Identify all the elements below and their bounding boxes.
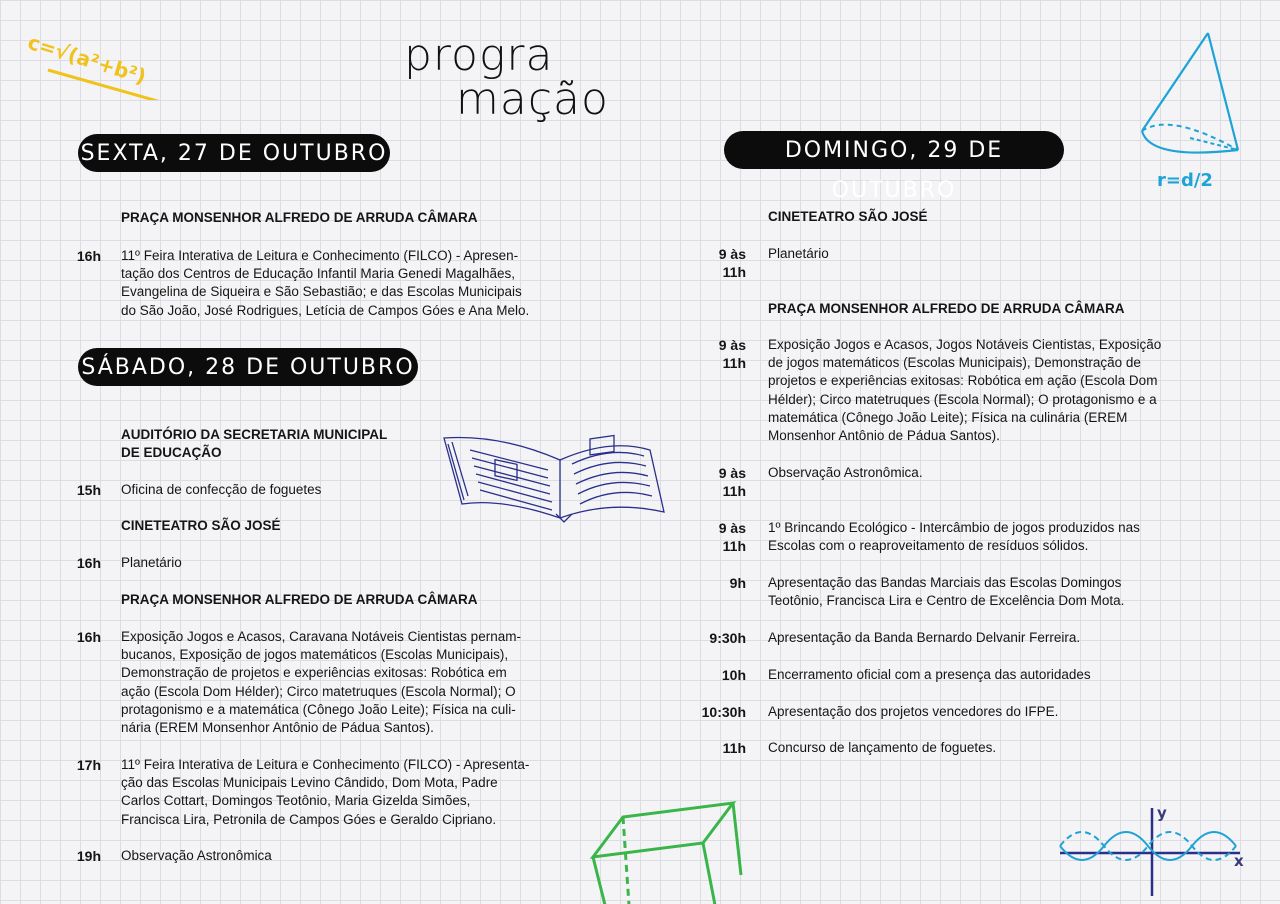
desc-line: matemática (Cônego João Leite); Física na culinária (EREM [768, 409, 1128, 425]
event-time: 19h [76, 848, 101, 864]
desc-line: Carlos Cottart, Domingos Teotônio, Maria Gizelda Simões, [121, 793, 471, 809]
event-description: Apresentação da Banda Bernardo Delvanir Ferreira. [768, 630, 1081, 645]
desc-line: Francisca Lira, Petronila de Campos Góes e Geraldo Cipriano. [121, 811, 497, 827]
desc-line: 11º Feira Interativa de Leitura e Conhecimento (FILCO) - Apresen- [121, 248, 519, 263]
event-time: 9:30h [709, 630, 746, 646]
venue-heading [121, 426, 387, 462]
desc-line: 1º Brincando Ecológico - Intercâmbio de jogos produzidos nas [768, 520, 1140, 535]
formula-text: c=√(a²+b²) [24, 30, 149, 89]
venue-heading: PRAÇA MONSENHOR ALFREDO DE ARRUDA CÂMARA [121, 592, 478, 607]
desc-line: Exposição Jogos e Acasos, Caravana Notáveis Cientistas pernam- [121, 629, 521, 644]
axis-y-label: y [1157, 804, 1167, 822]
event-description: Concurso de lançamento de foguetes. [768, 740, 997, 755]
event-description [768, 574, 1202, 610]
desc-line: projetos e experiências exitosas: Robótica em ação (Escola Dom [768, 373, 1158, 389]
event-time: 10h [721, 667, 746, 683]
title-line-1: progra [404, 30, 554, 81]
venue-line: AUDITÓRIO DA SECRETARIA MUNICIPAL [121, 427, 388, 442]
event-time: 16h [76, 248, 101, 264]
event-description: Encerramento oficial com a presença das autoridades [768, 667, 1091, 682]
event-description [768, 336, 1202, 445]
cone-label: r=d/2 [1157, 170, 1213, 191]
event-time: 9h [729, 575, 746, 591]
event-description: Planetário [121, 555, 182, 570]
event-description: Planetário [768, 246, 829, 261]
cube-icon [585, 795, 745, 904]
event-description [121, 628, 554, 737]
day-header-saturday: SÁBADO, 28 DE OUTUBRO [78, 348, 418, 386]
venue-line: DE EDUCAÇÃO [121, 445, 222, 460]
event-time: 10:30h [701, 704, 746, 720]
formula-underline [28, 30, 178, 100]
desc-line: Hélder); Circo matetruques (Escola Normal); O protagonismo e a [768, 391, 1157, 407]
desc-line: Exposição Jogos e Acasos, Jogos Notáveis Cientistas, Exposição [768, 337, 1162, 352]
event-time: 17h [76, 757, 101, 773]
desc-line: Demonstração de projetos e experiências exitosas: Robótica em [121, 665, 507, 681]
event-time: 16h [76, 555, 101, 571]
event-time [690, 519, 746, 555]
book-icon [440, 430, 670, 525]
wave-graph-icon [1056, 802, 1246, 900]
desc-line: bucanos, Exposição de jogos matemáticos (Escolas Municipais), [121, 647, 509, 663]
event-description: Observação Astronômica [121, 848, 272, 863]
title-line-2: mação [456, 74, 609, 125]
formula-decoration [24, 30, 178, 100]
event-time [690, 464, 746, 500]
day-header-friday: SEXTA, 27 DE OUTUBRO [78, 134, 390, 172]
event-description [121, 247, 554, 320]
time-line: 11h [722, 538, 746, 554]
desc-line: Escolas com o reaproveitamento de resíduos sólidos. [768, 538, 1089, 554]
desc-line: nária (EREM Monsenhor Antônio de Pádua Santos). [121, 720, 434, 736]
desc-line: 11º Feira Interativa de Leitura e Conhecimento (FILCO) - Apresenta- [121, 757, 530, 772]
venue-heading: PRAÇA MONSENHOR ALFREDO DE ARRUDA CÂMARA [768, 301, 1125, 316]
desc-line: Evangelina de Siqueira e São Sebastião; e das Escolas Municipais [121, 284, 522, 300]
event-description: Observação Astronômica. [768, 465, 923, 480]
event-time: 15h [76, 482, 101, 498]
time-line: 9 às [718, 465, 746, 481]
time-line: 9 às [718, 337, 746, 353]
event-description [121, 756, 554, 829]
event-time: 11h [722, 740, 746, 756]
desc-line: ação (Escola Dom Hélder); Circo matetruques (Escola Normal); O [121, 683, 516, 699]
event-description: Apresentação dos projetos vencedores do IFPE. [768, 704, 1059, 719]
page-title [404, 30, 609, 125]
day-header-sunday: DOMINGO, 29 DE OUTUBRO [724, 131, 1064, 169]
event-description [768, 519, 1202, 555]
event-time [690, 336, 746, 372]
time-line: 11h [722, 483, 746, 499]
event-time [690, 245, 746, 281]
time-line: 11h [722, 355, 746, 371]
time-line: 9 às [718, 246, 746, 262]
desc-line: Teotônio, Francisca Lira e Centro de Excelência Dom Mota. [768, 593, 1125, 609]
desc-line: do São João, José Rodrigues, Letícia de Campos Góes e Ana Melo. [121, 302, 530, 318]
desc-line: Apresentação das Bandas Marciais das Escolas Domingos [768, 575, 1122, 590]
axis-x-label: x [1234, 852, 1244, 870]
desc-line: Monsenhor Antônio de Pádua Santos). [768, 428, 1000, 444]
desc-line: tação dos Centros de Educação Infantil Maria Genedi Magalhães, [121, 266, 515, 282]
venue-heading: CINETEATRO SÃO JOSÉ [768, 209, 928, 224]
event-description: Oficina de confecção de foguetes [121, 482, 322, 497]
time-line: 9 às [718, 520, 746, 536]
venue-heading: CINETEATRO SÃO JOSÉ [121, 518, 281, 533]
desc-line: protagonismo e a matemática (Cônego João Leite); Física na culi- [121, 701, 516, 717]
venue-heading: PRAÇA MONSENHOR ALFREDO DE ARRUDA CÂMARA [121, 210, 478, 225]
time-line: 11h [722, 264, 746, 280]
cone-icon [1130, 28, 1250, 163]
event-time: 16h [76, 629, 101, 645]
desc-line: ção das Escolas Municipais Levino Cândido, Dom Mota, Padre [121, 775, 498, 791]
desc-line: de jogos matemáticos (Escolas Municipais), Demonstração de [768, 355, 1141, 371]
